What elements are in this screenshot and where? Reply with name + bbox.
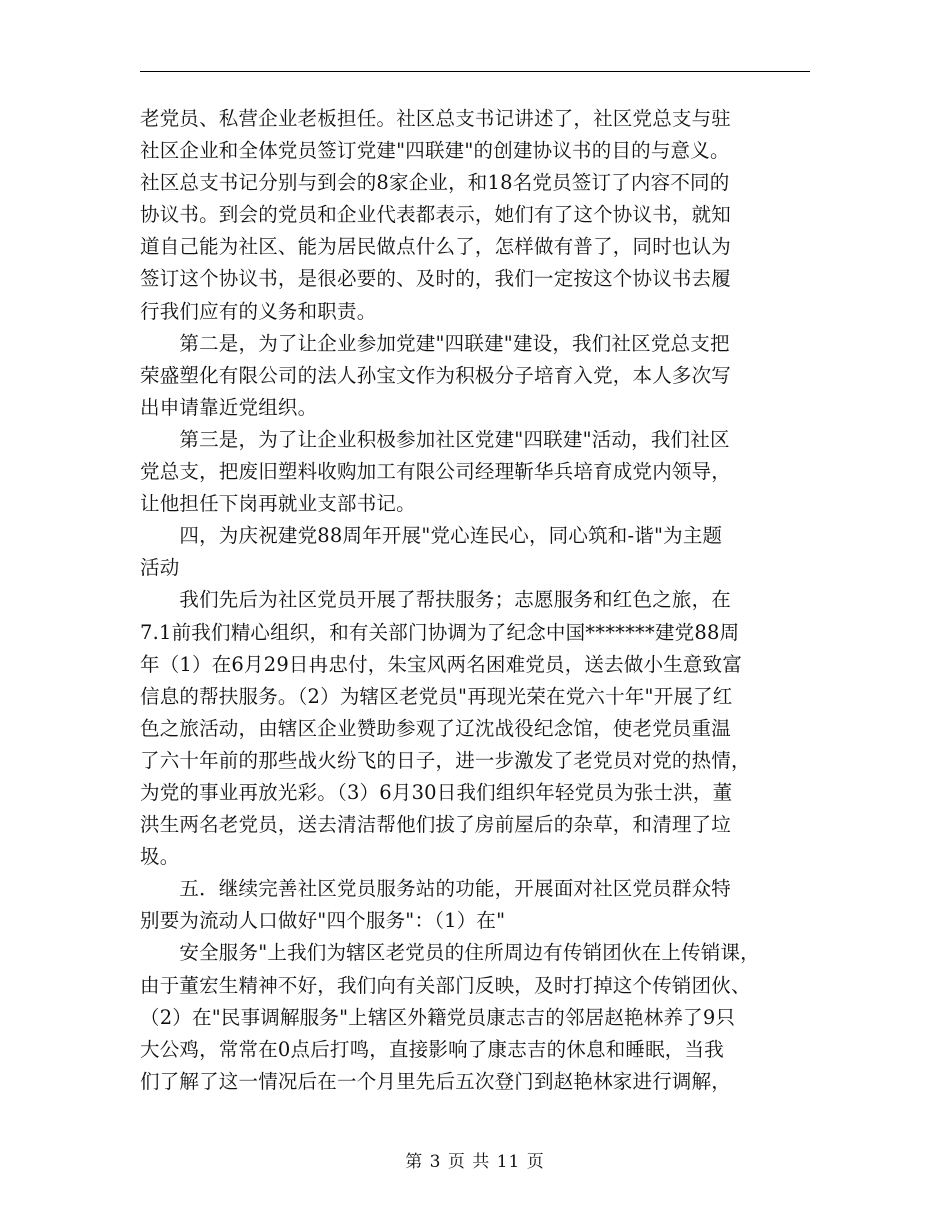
text-line: 们了解了这一情况后在一个月里先后五次登门到赵艳林家进行调解，	[140, 1069, 732, 1093]
text-line: 签订这个协议书，是很必要的、及时的，我们一定按这个协议书去履	[140, 267, 732, 291]
text-line: 为党的事业再放光彩。（3）6月30日我们组织年轻党员为张士洪，董	[140, 780, 733, 804]
text-line: 荣盛塑化有限公司的法人孙宝文作为积极分子培育入党，本人多次写	[140, 363, 732, 387]
text-line: 党总支，把废旧塑料收购加工有限公司经理靳华兵培育成党内领导，	[140, 460, 732, 484]
text-line: 老党员、私营企业老板担任。社区总支书记讲述了，社区党总支与驻	[140, 107, 732, 130]
text-line: 我们先后为社区党员开展了帮扶服务；志愿服务和红色之旅，在	[140, 588, 732, 612]
text-line: 出申请靠近党组织。	[140, 395, 318, 419]
text-line: 活动	[140, 556, 180, 580]
text-line: 圾。	[140, 845, 180, 869]
text-line: 别要为流动人口做好"四个服务"：（1）在"	[140, 909, 506, 933]
header-rule	[140, 71, 810, 72]
text-line: 安全服务"上我们为辖区老党员的住所周边有传销团伙在上传销课，	[140, 941, 760, 965]
text-line: 第二是，为了让企业参加党建"四联建"建设，我们社区党总支把	[140, 331, 730, 355]
text-line: 社区企业和全体党员签订党建"四联建"的创建协议书的目的与意义。	[140, 139, 730, 163]
text-line: 由于董宏生精神不好，我们向有关部门反映，及时打掉这个传销团伙、	[140, 973, 751, 997]
text-line: 第三是，为了让企业积极参加社区党建"四联建"活动，我们社区	[140, 427, 730, 451]
text-line: 洪生两名老党员，送去清洁帮他们拔了房前屋后的杂草，和清理了垃	[140, 813, 732, 837]
text-line: 了六十年前的那些战火纷飞的日子，进一步激发了老党员对党的热情，	[140, 748, 751, 772]
text-line: 行我们应有的义务和职责。	[140, 299, 377, 323]
text-line: 社区总支书记分别与到会的8家企业，和18名党员签订了内容不同的	[140, 171, 730, 195]
page-number-footer: 第 3 页 共 11 页	[405, 1152, 545, 1172]
text-line: 四，为庆祝建党88周年开展"党心连民心，同心筑和-谐"为主题	[140, 524, 723, 548]
text-line: 色之旅活动，由辖区企业赞助参观了辽沈战役纪念馆，使老党员重温	[140, 716, 732, 740]
document-body	[140, 103, 815, 1098]
text-line: 协议书。到会的党员和企业代表都表示，她们有了这个协议书，就知	[140, 203, 732, 227]
text-line: 大公鸡，常常在0点后打鸣，直接影响了康志吉的休息和睡眠，当我	[140, 1037, 724, 1061]
text-line: （2）在"民事调解服务"上辖区外籍党员康志吉的邻居赵艳林养了9只	[140, 1005, 736, 1029]
text-line: 7.1前我们精心组织，和有关部门协调为了纪念中国*******建党88周	[140, 620, 740, 644]
text-line: 信息的帮扶服务。（2）为辖区老党员"再现光荣在党六十年"开展了红	[140, 684, 733, 708]
text-line: 道自己能为社区、能为居民做点什么了，怎样做有普了，同时也认为	[140, 235, 732, 259]
text-line: 让他担任下岗再就业支部书记。	[140, 492, 416, 516]
text-line: 五．继续完善社区党员服务站的功能，开展面对社区党员群众特	[140, 877, 732, 901]
text-line: 年（1）在6月29日冉忠付，朱宝风两名困难党员，送去做小生意致富	[140, 652, 743, 676]
